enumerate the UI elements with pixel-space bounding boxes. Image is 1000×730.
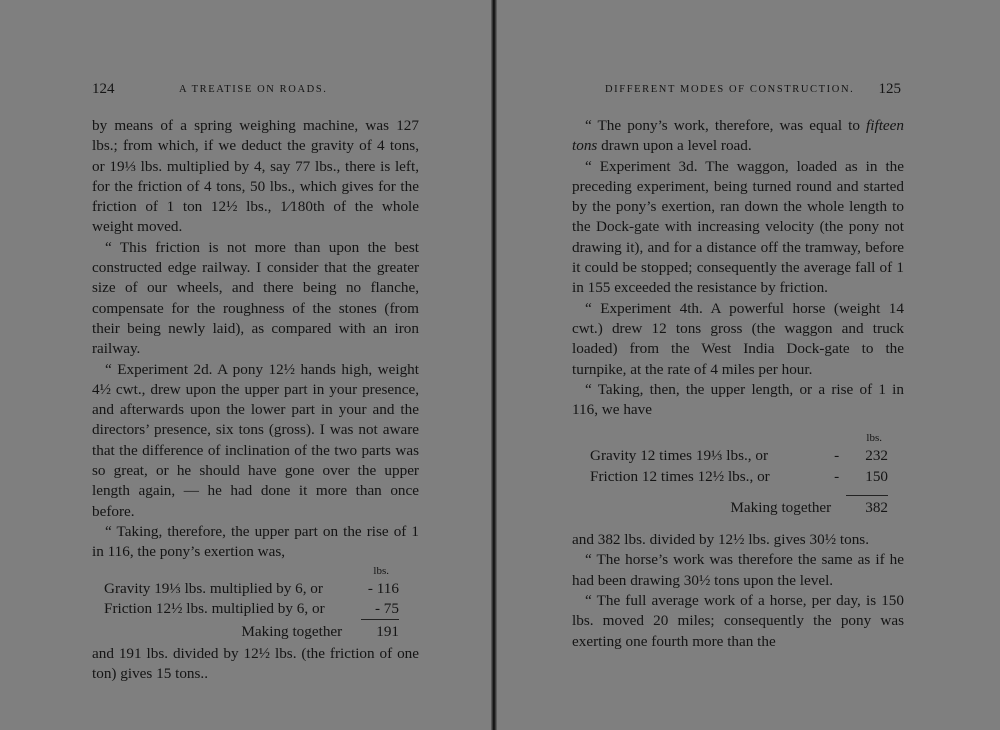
book-spine [491, 0, 497, 730]
exertion-table-left [92, 563, 419, 645]
row-value: - 75 [374, 599, 399, 617]
table-row [104, 599, 399, 619]
right-page-body [572, 116, 904, 652]
paragraph: “ Experiment 2d. A pony 12½ hands high, weight 4½ cwt., drew upon the upper part in your presence, and afterwards upon the lower part in your and the directors’ presence, six tons (gross). I was not aware that the difference of inclination of the two parts was so great, or he should have gone over the upper length again, — he had done it more than once before. [92, 360, 419, 520]
table-row [590, 467, 888, 487]
table-row [590, 446, 888, 466]
row-value: 232 [865, 447, 888, 465]
paragraph [572, 116, 904, 157]
table-row [104, 579, 399, 599]
paragraph: “ Taking, then, the upper length, or a rise of 1 in 116, we have [572, 380, 904, 419]
unit-label: lbs. [866, 432, 882, 445]
text-run: “ The pony’s work, therefore, was equal to [585, 117, 867, 134]
left-page [0, 0, 492, 730]
paragraph: “ The full average work of a horse, per day, is 150 lbs. moved 20 miles; consequently the pony was exerting one fourth more than the [572, 591, 904, 650]
running-title-left: A TREATISE ON ROADS. [179, 84, 328, 95]
left-running-header [92, 78, 422, 100]
exertion-table-right [572, 430, 904, 520]
row-label: Friction 12½ lbs. multiplied by 6, or [104, 599, 325, 617]
row-value: 150 [865, 467, 888, 485]
page-number-right: 125 [878, 81, 901, 97]
row-dash: - [834, 447, 840, 465]
total-label: Making together [730, 498, 832, 516]
paragraph: “ The horse’s work was therefore the same as if he had been drawing 30½ tons upon the level. [572, 551, 904, 589]
paragraph: “ This friction is not more than upon the best constructed edge railway. I consider that the greater size of our wheels, and there being no flanche, compensate for the roughness of the stones (from their being newly laid), as compared with an iron railway. [92, 238, 419, 358]
left-page-body [92, 116, 419, 685]
total-value: 382 [865, 498, 888, 516]
total-label: Making together [241, 622, 343, 640]
total-value: 191 [376, 622, 399, 640]
paragraph: and 382 lbs. divided by 12½ lbs. gives 30½ tons. [572, 531, 869, 549]
unit-label: lbs. [373, 564, 389, 577]
table-total [590, 496, 888, 520]
paragraph: and 191 lbs. divided by 12½ lbs. (the friction of one ton) gives 15 tons.. [92, 645, 419, 683]
right-page [500, 0, 1000, 730]
row-label: Gravity 19⅓ lbs. multiplied by 6, or [104, 579, 323, 597]
paragraph: “ Experiment 4th. A powerful horse (weight 14 cwt.) drew 12 tons gross (the waggon and truck loaded) from the West India Dock-gate to the turnpike, at the rate of 4 miles per hour. [572, 299, 904, 378]
paragraph: “ Experiment 3d. The waggon, loaded as in the preceding experiment, being turned round and started by the pony’s exertion, ran down the whole length to the Dock-gate with increasing velocity (the pony not drawing it), and for a distance off the tramway, before it could be stopped; consequently the average fall of 1 in 155 exceeded the resistance by friction. [572, 157, 904, 297]
paragraph: by means of a spring weighing machine, was 127 lbs.; from which, if we deduct the gravity of 4 tons, or 19⅓ lbs. multiplied by 4, say 77 lbs., there is left, for the friction of 4 tons, 50 lbs., which gives for the friction of 1 ton 12½ lbs., 1⁄180th of the whole weight moved. [92, 117, 419, 236]
right-running-header [605, 78, 901, 100]
paragraph: “ Taking, therefore, the upper part on the rise of 1 in 116, the pony’s exertion was, [92, 522, 419, 561]
table-total [104, 620, 399, 644]
row-value: - 116 [367, 579, 399, 597]
text-run: drawn upon a level road. [597, 137, 752, 155]
italic-text: fifteen tons [572, 117, 904, 155]
row-dash: - [834, 467, 840, 485]
row-label: Friction 12 times 12½ lbs., or [590, 467, 770, 485]
page-number-left: 124 [92, 81, 115, 97]
row-label: Gravity 12 times 19⅓ lbs., or [590, 447, 769, 465]
running-title-right: DIFFERENT MODES OF CONSTRUCTION. [605, 84, 855, 95]
